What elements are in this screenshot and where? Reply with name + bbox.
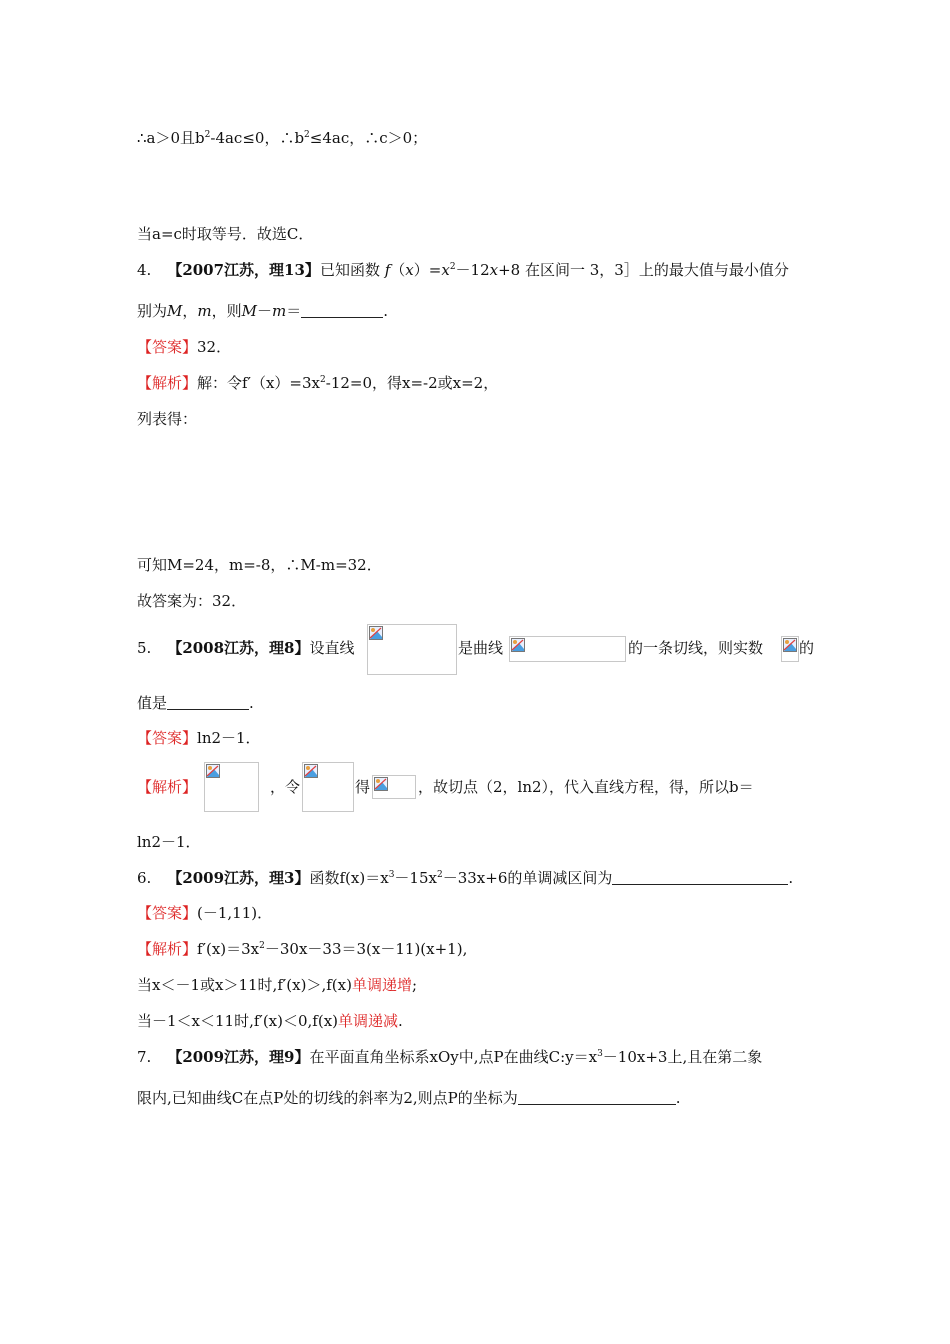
- solution-line-2: 当a=c时取等号．故选C．: [137, 225, 314, 243]
- solution-6-decreasing: 当－1＜x＜11时,f′(x)＜0,f(x)单调递减.: [137, 1012, 403, 1030]
- question-7-line-1: 7. 【2009江苏，理9】在平面直角坐标系xOy中,点P在曲线$C:y=x^3-10x+3$上,且在第二象: [137, 1048, 763, 1066]
- solution-5-label: 【解析】: [137, 778, 198, 796]
- question-5-text-c: 的一条切线，则实数: [628, 639, 764, 657]
- broken-image-icon: [374, 777, 388, 791]
- broken-image-derivative: [204, 762, 259, 812]
- question-5-text-b: 是曲线: [458, 639, 504, 657]
- solution-5-text-a: ，令: [270, 778, 301, 796]
- broken-image-line-equation: [367, 624, 457, 675]
- solution-6-increasing: 当x＜－1或x＞11时,f′(x)＞,f(x)单调递增;: [137, 976, 418, 994]
- solution-5-line-2: ln2－1．: [137, 833, 201, 851]
- solution-5-text-b: 得: [355, 778, 371, 796]
- table-intro: 列表得：: [137, 410, 198, 428]
- solution-line-1: ∴a＞0且$b^2-4ac\le 0$，$\therefore b^2\le 4ac$，∴c＞0；: [137, 129, 428, 147]
- broken-image-icon: [206, 764, 220, 778]
- result-line-2: 故答案为：32．: [137, 592, 247, 610]
- answer-blank: [518, 1090, 676, 1105]
- answer-blank: [612, 870, 788, 885]
- question-4-line-2: 别为M，m，则M－m＝ .: [137, 302, 389, 320]
- question-4-line-1: 4. 【2007江苏，理13】已知函数 $f(x)=x^2-12x+8$ 在区间一 3，3］上的最大值与最小值分: [137, 261, 789, 279]
- answer-6: 【答案】(－1,11)．: [137, 904, 273, 922]
- solution-6: 【解析】$f'(x)=3x^2-30x-33=3(x-11)(x+1)$,: [137, 940, 468, 958]
- broken-image-curve: [509, 636, 626, 662]
- broken-image-icon: [304, 764, 318, 778]
- broken-image-icon: [511, 638, 525, 652]
- question-5-line-1: 5. 【2008江苏，理8】设直线: [137, 639, 355, 657]
- broken-image-equation: [302, 762, 354, 812]
- broken-image-icon: [369, 626, 383, 640]
- answer-blank: [167, 695, 249, 710]
- solution-5-text-c: ，故切点（2，ln2），代入直线方程，得，所以b＝: [418, 778, 754, 796]
- result-line-1: 可知M=24，m=-8，∴M-m=32．: [137, 556, 382, 574]
- broken-image-variable: [781, 636, 799, 662]
- answer-4: 【答案】32．: [137, 338, 232, 356]
- question-5-text-d: 的: [799, 639, 815, 657]
- answer-5: 【答案】ln2－1．: [137, 729, 261, 747]
- solution-4: 【解析】解：令$f'(x)=3x^2-12=0$，得x=-2或x=2，: [137, 374, 499, 392]
- question-5-line-2: 值是 .: [137, 694, 254, 712]
- answer-blank: [301, 303, 383, 318]
- question-6: 6. 【2009江苏，理3】函数$f(x)=x^3-15x^2-33x+6$的单调减区间为 .: [137, 869, 794, 887]
- question-7-line-2: 限内,已知曲线C在点P处的切线的斜率为2,则点P的坐标为 .: [137, 1089, 681, 1107]
- broken-image-icon: [783, 638, 797, 652]
- broken-image-result: [372, 775, 416, 799]
